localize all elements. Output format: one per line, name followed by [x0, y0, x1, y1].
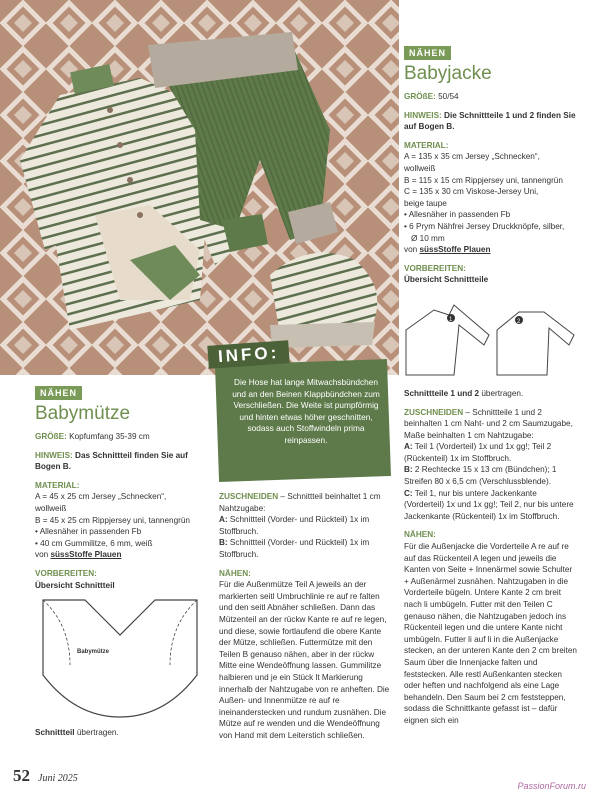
cut-b-text: Schnittteil (Vorder- und Rückteil) 1x im Stoffbruch.: [219, 538, 370, 559]
transfer-text: übertragen.: [76, 728, 119, 738]
babymuetze-instructions: [219, 491, 391, 741]
source-prefix: von: [35, 550, 49, 560]
material-line: • 40 cm Gummilitze, 6 mm, weiß: [35, 538, 213, 550]
cut-a-text: Teil 1 (Vorderteil) 1x und 1x gg!; Teil 2 (Rückenteil) 1x im Stoffbruch.: [404, 442, 552, 463]
material-line: A = 45 x 25 cm Jersey „Schnecken“,: [35, 492, 167, 502]
cut-text: – Schnittteile 1 und 2 beinhalten 1 cm Naht- und 2 cm Saumzugabe, Maße beinhalten 1 cm Nahtzugabe:: [404, 407, 573, 440]
cut-c-text: Teil 1, nur bis untere Jackenkante (Vorderteil) 1x und 1x gg!; Teil 2, nur bis untere Jackenkante (Rückenteil) 1x im Stoffbruch.: [404, 488, 574, 521]
material-line: B = 115 x 15 cm Rippjersey uni, tannengrün: [404, 175, 563, 185]
cut-b-label: B:: [219, 538, 228, 548]
info-heading: INFO:: [207, 340, 290, 369]
piece-2-number: 2: [517, 318, 521, 325]
page-footer: [13, 766, 78, 786]
cut-a-text: Schnittteil (Vorder- und Rückteil) 1x im Stoffbruch.: [219, 515, 370, 536]
hint-text-2: Bogen B.: [35, 462, 71, 472]
babymuetze-article: [35, 383, 213, 739]
cut-label: ZUSCHNEIDEN: [404, 407, 464, 417]
info-text: Die Hose hat lange Mitwachsbündchen und an den Beinen Klappbündchen zum Verschließen. Die Weite ist pumpförmig und hinten etwas höher geschnitten, sodass auch Stoffwindeln prima reinpassen.: [232, 377, 380, 445]
hint-text: Das Schnittteil finden Sie auf: [75, 450, 188, 460]
sew-label: NÄHEN:: [404, 530, 436, 540]
cut-label: ZUSCHNEIDEN: [219, 492, 279, 501]
section-tag: NÄHEN: [404, 46, 451, 60]
babyjacke-article: [404, 43, 578, 727]
transfer-bold: Schnittteil: [35, 728, 75, 738]
page-number: 52: [13, 766, 30, 785]
baby-hat-image: [270, 253, 377, 348]
material-line: C = 135 x 30 cm Viskose-Jersey Uni,: [404, 187, 539, 197]
section-tag: NÄHEN: [35, 386, 82, 400]
material-label: MATERIAL:: [35, 480, 80, 490]
material-line: A = 135 x 35 cm Jersey „Schnecken“,: [404, 152, 540, 162]
cut-a-label: A:: [404, 442, 413, 452]
transfer-bold: Schnittteile 1 und 2: [404, 388, 480, 398]
jacket-pattern-diagram: [404, 290, 578, 380]
sew-text: Für die Außenmütze Teil A jeweils an der markierten seitl Umbruchlinie re auf re falten und den seitl Abnäher schließen. Dann das Mützenteil an der rückw Kante re auf re legen, und diese, sowie fortlaufend die obere Kante der Mütze, schließen. Futtermütze mit den Teilen B genauso nähen, aber in der rückw Mitte eine Wendeöffnung lassen. Gummilitze halbieren und je ein Stück lt Markierung innerhalb der Nahtzugabe von re anheften. Die Außen- und Innenmütze re auf re ineinanderstecken und rundum zusnähen. Die Mütze auf re wenden und die Wendeöffnung von Hand mit dem Leiterstich schließen.: [219, 580, 390, 740]
hint-label: HINWEIS:: [404, 110, 442, 120]
transfer-text: übertragen.: [481, 388, 524, 398]
material-line: Ø 10 mm: [411, 233, 445, 243]
article-title: Babymütze: [35, 403, 131, 424]
issue-date: Juni 2025: [38, 773, 78, 784]
material-line: wollweiß: [35, 503, 67, 513]
piece-1-number: 1: [449, 316, 453, 323]
article-title: Babyjacke: [404, 63, 492, 84]
source-link[interactable]: süssStoffe Plauen: [50, 550, 122, 560]
prep-label: VORBEREITEN:: [35, 568, 97, 578]
watermark: PassionForum.ru: [517, 781, 586, 791]
hat-pattern-diagram: [35, 595, 205, 725]
sew-text: Für die Außenjacke die Vorderteile A re auf re auf das Rückenteil A legen und jeweils die Kanten von Seite + Innenärmel sowie Schulter + Außenärmel zusnähen. Nahtzugaben in die Vorderteile bügeln. Untere Kante 2 cm breit nach li umbügeln. Futter mit den Teilen C genauso nähen, die Nahtzugaben jedoch ins Rückenteil legen und die untere Kante nicht umbügeln. Futter li auf li in die Außenjacke stecken, an der unteren Kante den 2 cm breiten Saum über die Innenjacke falten und feststecken. Alle restl Außenkanten stecken oder heften und nachfolgend als eine Lage behandeln. Den Saum bei 2 cm feststeppen, sodass die Schnittkante gefasst ist – dafür eignen sich ein: [404, 542, 577, 725]
material-label: MATERIAL:: [404, 140, 449, 150]
source-link[interactable]: süssStoffe Plauen: [419, 245, 491, 255]
size-label: GRÖßE:: [404, 92, 436, 101]
pattern-label: Babymütze: [77, 649, 110, 656]
hint-label: HINWEIS:: [35, 450, 73, 460]
prep-subtitle: Übersicht Schnittteile: [404, 275, 489, 285]
material-line: • 6 Prym Nähfrei Jersey Druckknöpfe, silber,: [404, 221, 578, 233]
source-prefix: von: [404, 245, 418, 255]
sew-label: NÄHEN:: [219, 568, 251, 578]
size-value: Kopfumfang 35-39 cm: [69, 432, 150, 441]
size-value: 50/54: [438, 92, 459, 101]
cut-text: – Schnittteil beinhaltet 1 cm Nahtzugabe:: [219, 492, 381, 513]
material-line: B = 45 x 25 cm Rippjersey uni, tannengrün: [35, 515, 190, 525]
cut-c-label: C:: [404, 488, 413, 498]
material-line: wollweiß: [404, 163, 436, 173]
cut-a-label: A:: [219, 515, 228, 525]
cut-b-label: B:: [404, 465, 413, 475]
cut-b-text: 2 Rechtecke 15 x 13 cm (Bündchen); 1 Streifen 80 x 6,5 cm (Verschlussblende).: [404, 465, 557, 487]
material-line: beige taupe: [404, 198, 447, 208]
hint-text: Die Schnittteile 1 und 2 finden Sie auf Bogen B.: [404, 110, 576, 132]
prep-subtitle: Übersicht Schnittteil: [35, 580, 115, 590]
material-line: • Allesnäher in passenden Fb: [404, 209, 578, 221]
prep-label: VORBEREITEN:: [404, 263, 466, 273]
material-line: • Allesnäher in passenden Fb: [35, 526, 213, 538]
size-label: GRÖßE:: [35, 432, 67, 441]
product-photo: [0, 0, 399, 375]
